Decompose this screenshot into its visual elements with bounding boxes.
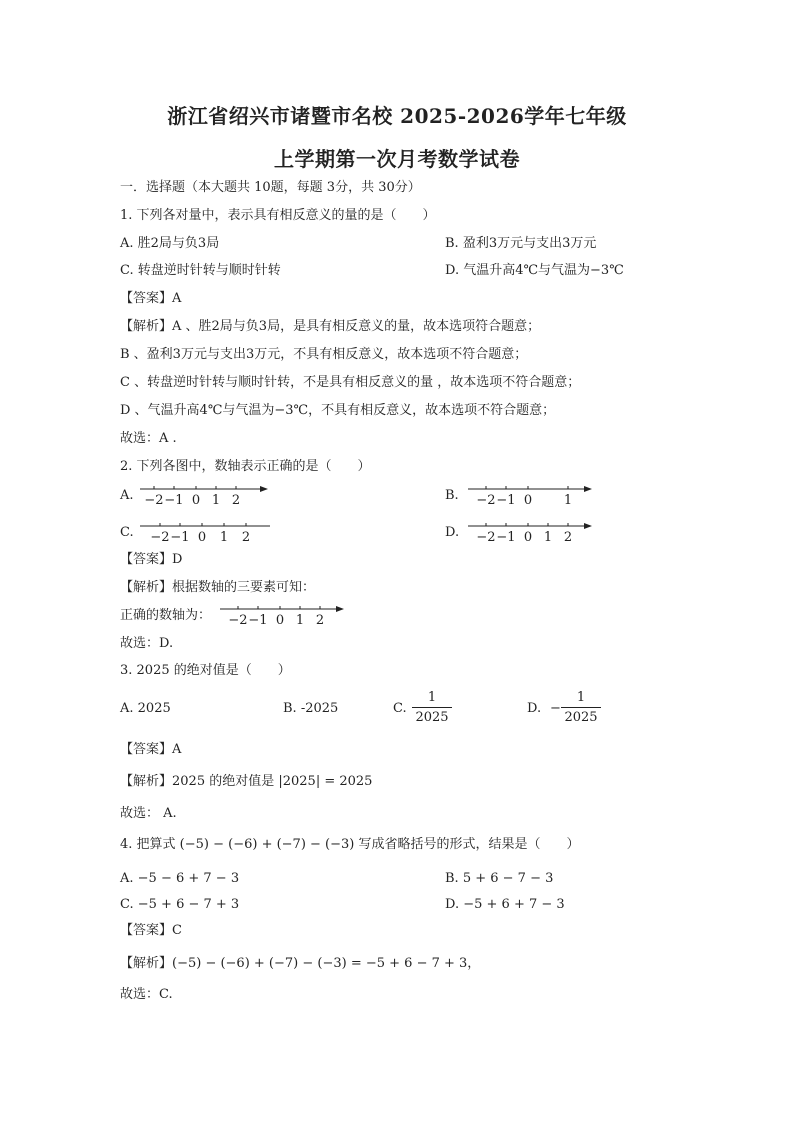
numberline-tick-label: 0	[523, 493, 533, 508]
numberline-tick-label: 2	[241, 530, 251, 545]
q3-option-b: B. -2025	[283, 701, 339, 716]
q4-option-b: B. 5 + 6 − 7 − 3	[445, 871, 554, 886]
numberline-b	[466, 482, 596, 508]
q1-option-c: C. 转盘逆时针转与顺时针转	[120, 263, 281, 278]
q1-option-a: A. 胜2局与负3局	[120, 236, 220, 251]
q2-explanation-2: 正确的数轴为：	[120, 608, 212, 623]
q2-option-a-label: A.	[120, 488, 134, 503]
q2-option-d-label: D.	[445, 525, 460, 540]
numberline-tick-label: 1	[219, 530, 229, 545]
q3-option-c-fraction	[412, 690, 452, 725]
q1-answer: 【答案】A	[120, 291, 182, 306]
numberline-tick-label: −1	[170, 530, 190, 545]
numberline-a	[138, 482, 270, 508]
numberline-tick-label: 0	[523, 530, 533, 545]
numberline-c	[138, 519, 274, 545]
numberline-d	[466, 519, 596, 545]
numberline-tick-label: 1	[211, 493, 221, 508]
q1-explanation-2: B 、盈利3万元与支出3万元，不具有相反意义，故本选项不符合题意；	[120, 347, 528, 362]
q2-conclusion: 故选：D.	[120, 636, 174, 651]
q4-explanation: 【解析】(−5) − (−6) + (−7) − (−3) = −5 + 6 − 7 + 3，	[120, 956, 481, 971]
numberline-tick-label: −1	[164, 493, 184, 508]
q4-option-c: C. −5 + 6 − 7 + 3	[120, 897, 240, 912]
exam-title-line1: 浙江省绍兴市诸暨市名校 2025-2026学年七年级	[167, 104, 627, 128]
q4-conclusion: 故选：C.	[120, 987, 173, 1002]
q1-explanation-4: D 、气温升高4℃与气温为−3℃，不具有相反意义，故本选项不符合题意；	[120, 403, 556, 418]
numberline-tick-label: −2	[150, 530, 170, 545]
q1-option-b: B. 盈利3万元与支出3万元	[445, 236, 597, 251]
q1-conclusion: 故选：A .	[120, 431, 177, 446]
q3-conclusion: 故选： A.	[120, 806, 177, 821]
q4-option-a: A. −5 − 6 + 7 − 3	[120, 871, 240, 886]
numberline-tick-label: −1	[248, 613, 268, 628]
q2-explanation-1: 【解析】根据数轴的三要素可知：	[120, 580, 316, 595]
numberline-tick-label: 2	[315, 613, 325, 628]
numberline-tick-label: 1	[543, 530, 553, 545]
numberline-tick-label: 1	[563, 493, 573, 508]
q2-option-b-label: B.	[445, 488, 459, 503]
numberline-tick-label: −2	[476, 530, 496, 545]
numberline-tick-label: 1	[295, 613, 305, 628]
fraction-numerator: 1	[576, 690, 586, 705]
numberline-tick-label: −1	[496, 530, 516, 545]
q2-option-c-label: C.	[120, 525, 134, 540]
numberline-tick-label: 0	[197, 530, 207, 545]
fraction-denominator: 2025	[564, 710, 598, 725]
fraction-numerator: 1	[427, 690, 437, 705]
q2-answer: 【答案】D	[120, 552, 183, 567]
q4-stem: 4. 把算式 (−5) − (−6) + (−7) − (−3) 写成省略括号的形式，结果是（ ）	[120, 837, 580, 852]
q1-option-d: D. 气温升高4℃与气温为−3℃	[445, 263, 624, 278]
q3-stem: 3. 2025 的绝对值是（ ）	[120, 663, 291, 678]
q3-answer: 【答案】A	[120, 742, 182, 757]
numberline-tick-label: −2	[228, 613, 248, 628]
numberline-tick-label: 0	[275, 613, 285, 628]
q1-stem: 1. 下列各对量中，表示具有相反意义的量的是（ ）	[120, 208, 436, 223]
q3-option-c-label: C.	[393, 701, 407, 716]
numberline-correct	[218, 602, 348, 628]
q3-option-d-minus: −	[550, 701, 561, 716]
numberline-tick-label: 2	[231, 493, 241, 508]
numberline-tick-label: −2	[144, 493, 164, 508]
q3-option-d-fraction	[561, 690, 601, 725]
fraction-denominator: 2025	[415, 710, 449, 725]
numberline-tick-label: 0	[191, 493, 201, 508]
q3-option-d-label: D.	[527, 701, 542, 716]
q4-answer: 【答案】C	[120, 923, 182, 938]
numberline-tick-label: −2	[476, 493, 496, 508]
q1-explanation-3: C 、转盘逆时针转与顺时针转，不是具有相反意义的量 ，故本选项不符合题意；	[120, 375, 581, 390]
q3-explanation: 【解析】2025 的绝对值是 |2025| = 2025	[120, 774, 373, 789]
q1-explanation-1: 【解析】A 、胜2局与负3局，是具有相反意义的量，故本选项符合题意；	[120, 319, 541, 334]
q2-stem: 2. 下列各图中，数轴表示正确的是（ ）	[120, 459, 371, 474]
section-heading: 一．选择题（本大题共 10题，每题 3分，共 30分）	[120, 180, 421, 195]
numberline-tick-label: −1	[496, 493, 516, 508]
exam-title-line2: 上学期第一次月考数学试卷	[274, 147, 520, 171]
q3-option-a: A. 2025	[120, 701, 171, 716]
q4-option-d: D. −5 + 6 + 7 − 3	[445, 897, 565, 912]
numberline-tick-label: 2	[563, 530, 573, 545]
